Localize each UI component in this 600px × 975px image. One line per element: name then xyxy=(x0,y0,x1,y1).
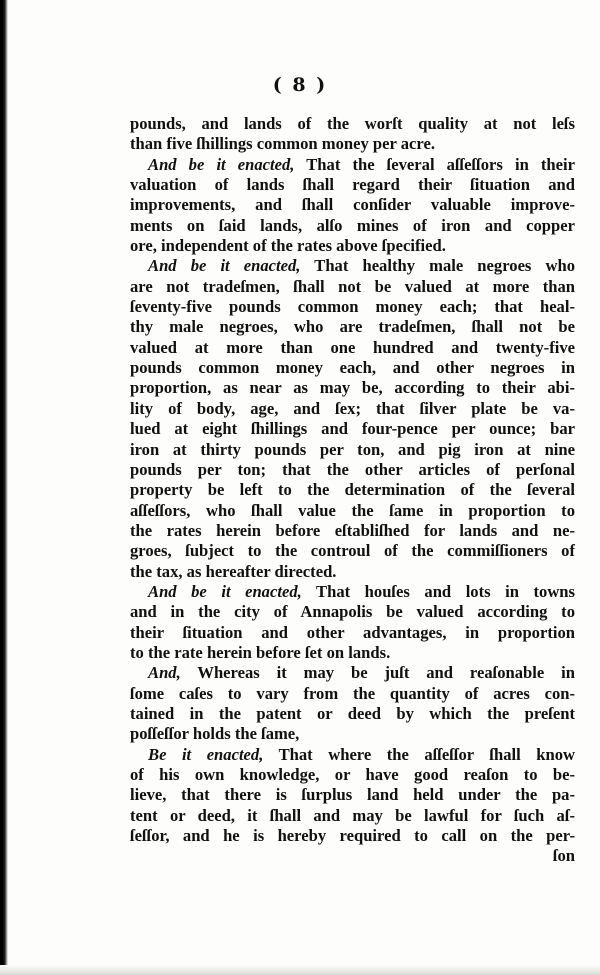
text-line xyxy=(130,195,575,215)
line-text: Whereas it may be juſt and reaſonable in xyxy=(180,663,575,683)
line-text: improvements, and ſhall conſider valuable improve- xyxy=(130,195,575,215)
line-text: the rates herein before eſtabliſhed for lands and ne- xyxy=(130,520,575,540)
text-line xyxy=(130,399,575,419)
line-text: and in the city of Annapolis be valued according to xyxy=(130,602,575,622)
text-line xyxy=(130,541,575,561)
text-line xyxy=(130,114,575,134)
enacting-clause: And be it enacted, xyxy=(148,154,295,174)
text-line xyxy=(130,134,575,154)
text-line xyxy=(130,175,575,195)
text-line xyxy=(130,663,575,683)
text-line xyxy=(130,724,575,744)
line-text: ſeſſor, and he is hereby required to call on the per- xyxy=(130,826,575,846)
line-text: than five ſhillings common money per acre. xyxy=(130,134,435,154)
text-line xyxy=(130,338,575,358)
text-line xyxy=(130,155,575,175)
text-line xyxy=(130,277,575,297)
line-text: property be left to the determination of the ſeveral xyxy=(130,480,575,500)
enacting-clause: And be it enacted, xyxy=(148,256,301,276)
line-text: their ſituation and other advantages, in proportion xyxy=(130,622,575,642)
text-line xyxy=(130,684,575,704)
line-text: groes, ſubject to the controul of the commiſſioners of xyxy=(130,541,575,561)
enacting-clause: Be it enacted, xyxy=(148,744,264,764)
catchword-text: ſon xyxy=(552,846,575,866)
text-line xyxy=(130,358,575,378)
text-line xyxy=(130,317,575,337)
line-text: to the rate herein before ſet on lands. xyxy=(130,642,391,662)
text-line xyxy=(130,806,575,826)
line-text: ſeventy-five pounds common money each; that heal- xyxy=(130,297,575,317)
line-text: That healthy male negroes who xyxy=(300,256,575,276)
line-text: tained in the patent or deed by which the preſent xyxy=(130,703,575,723)
line-text: ſome caſes to vary from the quantity of acres con- xyxy=(130,683,575,703)
text-line xyxy=(130,765,575,785)
text-line xyxy=(130,419,575,439)
line-text: are not tradeſmen, ſhall not be valued at more than xyxy=(130,276,575,296)
line-text: That the ſeveral aſſeſſors in their xyxy=(294,154,575,174)
line-text: the tax, as hereafter directed. xyxy=(130,561,337,581)
line-text: iron at thirty pounds per ton, and pig iron at nine xyxy=(130,439,575,459)
line-text: pounds per ton; that the other articles of perſonal xyxy=(130,459,575,479)
text-line xyxy=(130,582,575,602)
line-text: lued at eight ſhillings and four-pence per ounce; bar xyxy=(130,419,575,439)
line-text: thy male negroes, who are tradeſmen, ſhall not be xyxy=(130,317,575,337)
line-text: of his own knowledge, or have good reaſon to be- xyxy=(130,765,575,784)
body-text xyxy=(130,114,575,867)
text-line xyxy=(130,745,575,765)
page-number: ( 8 ) xyxy=(272,74,328,96)
catchword xyxy=(130,846,575,866)
text-line xyxy=(130,562,575,582)
line-text: That where the aſſeſſor ſhall know xyxy=(263,744,575,764)
line-text: ments on ſaid lands, alſo mines of iron and copper xyxy=(130,215,575,235)
line-text: valued at more than one hundred and twenty-five xyxy=(130,337,575,357)
line-text: pounds, and lands of the worſt quality at not leſs xyxy=(130,114,575,133)
text-line xyxy=(130,623,575,643)
enacting-clause: And, xyxy=(148,663,181,683)
line-text: tent or deed, it ſhall and may be lawful for ſuch aſ- xyxy=(130,805,575,825)
page-binding-edge xyxy=(0,0,8,975)
text-line xyxy=(130,256,575,276)
line-text: proportion, as near as may be, according to their abi- xyxy=(130,378,575,398)
page-bottom-edge xyxy=(0,965,600,975)
text-line xyxy=(130,378,575,398)
line-text: lity of body, age, and ſex; that ſilver plate be va- xyxy=(130,398,575,418)
text-line xyxy=(130,297,575,317)
text-line xyxy=(130,521,575,541)
text-line xyxy=(130,826,575,846)
text-line xyxy=(130,216,575,236)
enacting-clause: And be it enacted, xyxy=(148,581,302,601)
text-line xyxy=(130,785,575,805)
text-line xyxy=(130,643,575,663)
text-line xyxy=(130,440,575,460)
line-text: aſſeſſors, who ſhall value the ſame in proportion to xyxy=(130,500,575,520)
line-text: valuation of lands ſhall regard their ſituation and xyxy=(130,175,575,195)
line-text: That houſes and lots in towns xyxy=(301,581,575,601)
text-line xyxy=(130,602,575,622)
text-line xyxy=(130,480,575,500)
text-line xyxy=(130,236,575,256)
text-line xyxy=(130,501,575,521)
text-line xyxy=(130,704,575,724)
line-text: poſſeſſor holds the ſame, xyxy=(130,724,300,744)
line-text: pounds common money each, and other negroes in xyxy=(130,358,575,378)
line-text: ore, independent of the rates above ſpecified. xyxy=(130,236,446,256)
text-line xyxy=(130,460,575,480)
line-text: lieve, that there is ſurplus land held under the pa- xyxy=(130,785,575,805)
